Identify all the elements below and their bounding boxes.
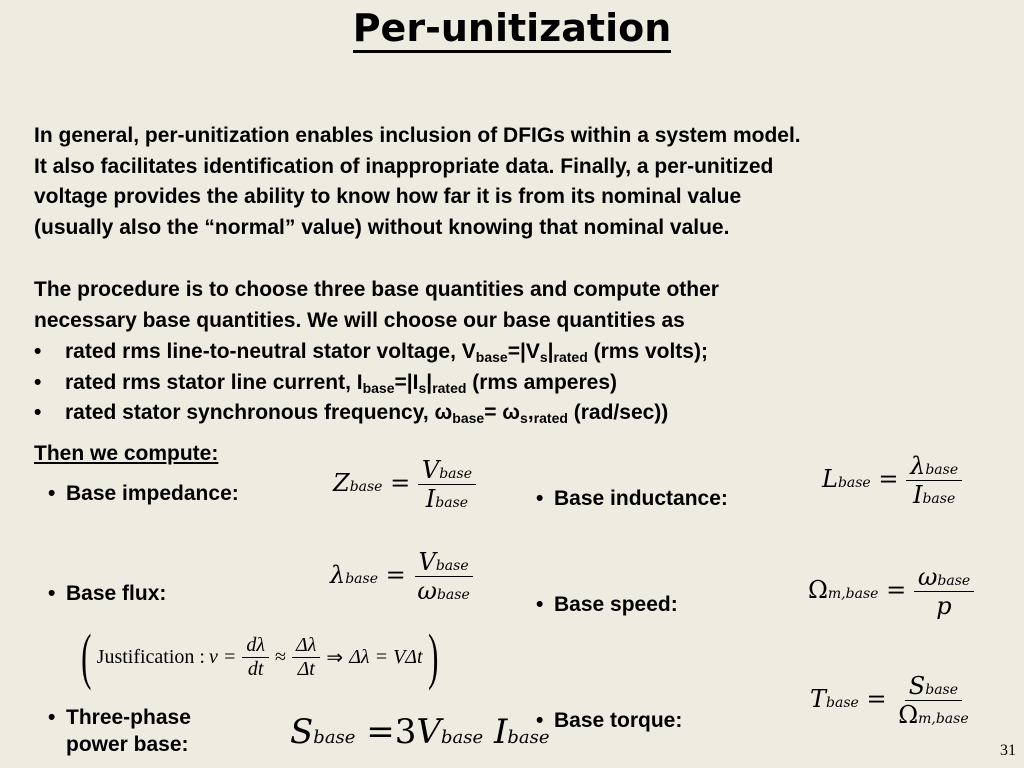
list-item: • rated rms line-to-neutral stator voltage, $V_{base}=|V_s|_{rated}$ (rms volts); <box>34 340 708 365</box>
slide-title: Per-unitization <box>0 6 1024 50</box>
base-torque-label: • Base torque: <box>536 709 683 732</box>
procedure-paragraph: The procedure is to choose three base quantities and compute other necessary base quantities. We will choose our base quantities as <box>34 278 719 332</box>
base-quantity-list <box>34 337 708 429</box>
power-equation: Sbase =3Vbase Ibase <box>290 712 550 752</box>
torque-equation: Tbase = $\frac{\text{Sbase}}{\text{Ωm,base}}$ <box>810 672 969 729</box>
impedance-equation: Zbase = $\frac{\text{Vbase}}{\text{Ibase}}$ <box>333 456 476 513</box>
inductance-equation: Lbase = $\frac{\text{λbase}}{\text{Ibase}}$ <box>822 452 962 509</box>
base-speed-label: • Base speed: <box>536 593 678 616</box>
base-impedance-label: • Base impedance: <box>48 482 239 505</box>
then-heading: Then we compute: <box>34 442 219 465</box>
speed-equation: Ωm,base = $\frac{\text{ωbase}}{p}$ <box>808 563 974 620</box>
page-number: 31 <box>1000 742 1016 759</box>
base-flux-label: • Base flux: <box>48 582 167 605</box>
intro-paragraph: In general, per-unitization enables inclusion of DFIGs within a system model. It also facilitates identification of inappropriate data. Finally, a per-unitized voltage provides the ability to know how far it is from its nominal value (usually also the “normal” value) without knowing that nominal value. <box>34 124 801 239</box>
three-phase-power-label: • Three-phase power base: <box>48 706 191 756</box>
flux-equation: λbase = $\frac{\text{Vbase}}{\text{ωbase}}$ <box>330 548 474 605</box>
list-item: • rated rms stator line current, $I_{base}=|I_s|_{rated}$ (rms amperes) <box>34 370 617 396</box>
left-paren: ( <box>81 623 92 691</box>
justification-equation: ( Justification : v = $\frac{d\lambda}{dt}$ ≈ $\frac{\Delta\lambda}{\Delta t}$ ⇒ Δλ = VΔt ) <box>81 623 439 691</box>
base-inductance-label: • Base inductance: <box>536 487 728 510</box>
list-item: • rated stator synchronous frequency, $\omega_{base}= \omega_s,_{rated}$ (rad/sec)) <box>34 401 669 426</box>
right-paren: ) <box>427 623 439 691</box>
